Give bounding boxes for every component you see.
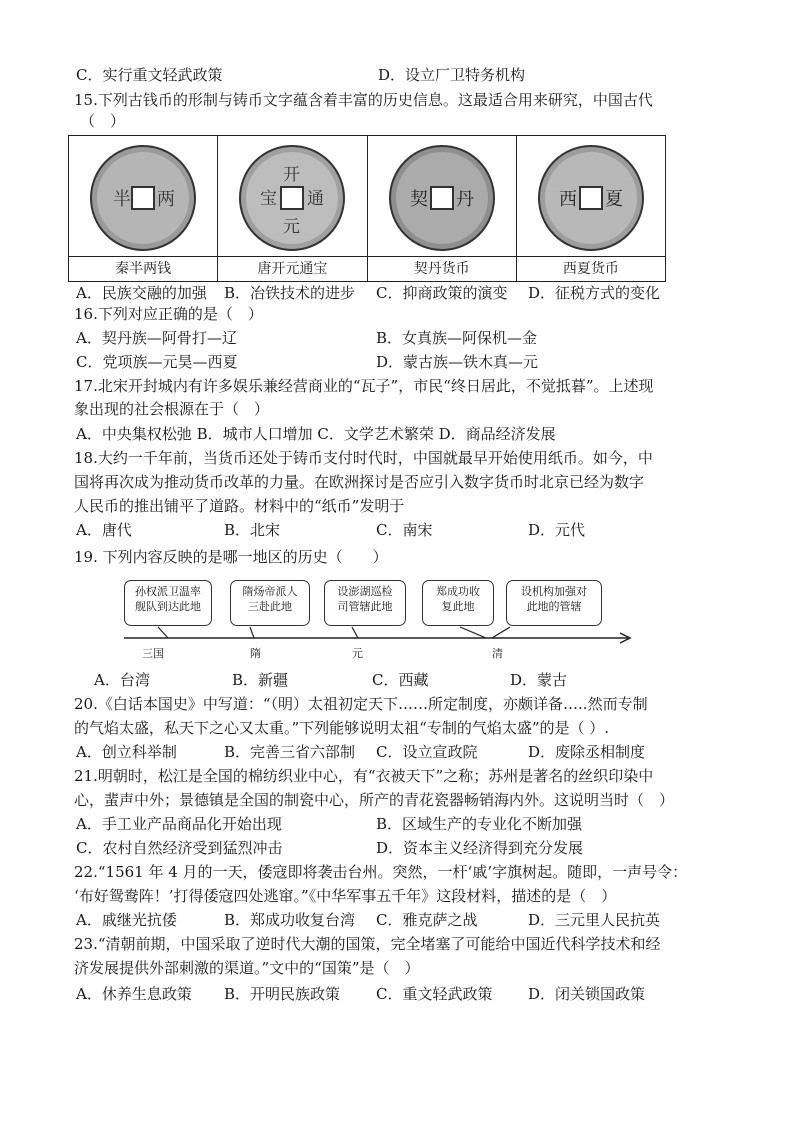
q14-option-c[interactable]: C．实行重文轻武政策 <box>76 66 223 84</box>
timeline-event-yuan <box>324 580 406 626</box>
q15-answer-paren: （ ） <box>80 112 126 130</box>
q22-stem-line2: ‘布好鸳鸯阵！’打得倭寇四处逃窜。”《中华军事五千年》这段材料，描述的是（ ） <box>74 887 617 905</box>
coin-caption: 契丹货币 <box>368 256 516 281</box>
q20-option-d[interactable]: D．废除丞相制度 <box>528 743 646 761</box>
timeline-event-text: 司管辖此地 <box>337 600 393 613</box>
timeline-event-sanguo <box>124 580 212 626</box>
coin-cell-khitan <box>368 136 517 281</box>
q22-option-d[interactable]: D．三元里人民抗英 <box>528 911 661 929</box>
coin-cell-xixia <box>517 136 665 281</box>
q23-stem-line2: 济发展提供外部刺激的渠道。”文中的“国策”是（ ） <box>74 959 420 977</box>
q20-stem-line2: 的气焰太盛，私天下之心又太重。”下列能够说明太祖“专制的气焰太盛”的是（ ）. <box>74 719 610 737</box>
q18-stem-line3: 人民币的推出铺平了道路。材料中的“纸币”发明于 <box>74 497 405 515</box>
coin-char: 夏 <box>604 189 623 210</box>
timeline-event-text: 舰队到达此地 <box>135 600 201 613</box>
q19-option-d[interactable]: D．蒙古 <box>510 671 568 689</box>
timeline-event-sui <box>230 580 310 626</box>
q21-option-b[interactable]: B．区域生产的专业化不断加强 <box>376 815 583 833</box>
q18-stem-line2: 国将再次成为推动货币改革的力量。在欧洲探讨是否应引入数字货币时北京已经为数字 <box>74 473 645 491</box>
q17-stem-line2: 象出现的社会根源在于（ ） <box>74 400 270 418</box>
q16-option-b[interactable]: B．女真族—阿保机—金 <box>376 329 538 347</box>
timeline-event-text: 设机构加强对 <box>521 585 587 598</box>
q16-option-c[interactable]: C．党项族—元昊—西夏 <box>76 353 238 371</box>
timeline-era-label: 清 <box>492 647 503 660</box>
timeline-era-label: 隋 <box>250 647 261 660</box>
coin-char: 开 <box>283 165 301 185</box>
q18-option-a[interactable]: A．唐代 <box>76 521 132 539</box>
timeline-event-text: 此地的管辖 <box>526 600 582 613</box>
coin-caption: 西夏货币 <box>517 256 665 281</box>
q22-option-a[interactable]: A．戚继光抗倭 <box>76 911 177 929</box>
qin-banliang-coin-image <box>87 142 199 254</box>
q19-option-a[interactable]: A．台湾 <box>94 671 150 689</box>
q20-stem-line1: 20.《白话本国史》中写道：“（明）太祖初定天下……所定制度，亦颇详备…..然而专制 <box>74 695 648 713</box>
q21-option-d[interactable]: D．资本主义经济得到充分发展 <box>376 839 584 857</box>
coin-caption: 秦半两钱 <box>69 256 217 281</box>
q18-option-d[interactable]: D．元代 <box>528 521 586 539</box>
q22-option-c[interactable]: C．雅克萨之战 <box>376 911 478 929</box>
q21-option-c[interactable]: C．农村自然经济受到猛烈冲击 <box>76 839 283 857</box>
xixia-coin-image <box>535 142 647 254</box>
q21-option-a[interactable]: A．手工业产品商品化开始出现 <box>76 815 282 833</box>
q21-stem-line1: 21.明朝时，松江是全国的棉纺织业中心，有“衣被天下”之称；苏州是著名的丝织印染中 <box>74 767 654 785</box>
q23-stem-line1: 23.“清朝前期，中国采取了逆时代大潮的国策，完全堵塞了可能给中国近代科学技术和经 <box>74 935 661 953</box>
timeline-event-text: 三赴此地 <box>248 600 292 613</box>
q22-option-b[interactable]: B．郑成功收复台湾 <box>224 911 356 929</box>
q17-options[interactable]: A．中央集权松弛 B．城市人口增加 C．文学艺术繁荣 D．商品经济发展 <box>76 425 556 443</box>
q20-option-a[interactable]: A．创立科举制 <box>76 743 177 761</box>
timeline-event-qing-admin <box>506 580 602 626</box>
q15-option-c[interactable]: C．抑商政策的演变 <box>376 284 508 302</box>
timeline-event-text: 设澎湖巡检 <box>337 585 393 598</box>
q23-option-c[interactable]: C．重文轻武政策 <box>376 985 493 1003</box>
coin-char: 半 <box>113 189 132 210</box>
q15-option-d[interactable]: D．征税方式的变化 <box>528 284 661 302</box>
q15-stem: 15.下列古钱币的形制与铸币文字蕴含着丰富的历史信息。这最适合用来研究，中国古代 <box>74 91 653 109</box>
coin-char: 元 <box>283 217 301 237</box>
q19-stem: 19. 下列内容反映的是哪一地区的历史（ ） <box>74 548 388 566</box>
timeline-event-text: 复此地 <box>441 600 475 613</box>
q22-stem-line1: 22.“1561 年 4 月的一天，倭寇即将袭击台州。突然，一杆‘戚’字旗树起。随即，一声号令： <box>74 863 688 881</box>
q15-option-b[interactable]: B．冶铁技术的进步 <box>224 284 356 302</box>
coin-caption: 唐开元通宝 <box>218 256 366 281</box>
timeline-era-label: 元 <box>352 647 363 660</box>
coin-table <box>68 135 666 282</box>
q23-option-a[interactable]: A．休养生息政策 <box>76 985 192 1003</box>
coin-char: 宝 <box>260 189 278 209</box>
q18-stem-line1: 18.大约一千年前，当货币还处于铸币支付时代时，中国就最早开始使用纸币。如今，中 <box>74 449 653 467</box>
coin-cell-tang <box>218 136 367 281</box>
q15-option-a[interactable]: A．民族交融的加强 <box>76 284 207 302</box>
q20-option-c[interactable]: C．设立宣政院 <box>376 743 478 761</box>
timeline-event-text: 孙权派卫温率 <box>135 585 201 598</box>
timeline-era-label: 三国 <box>142 647 164 660</box>
q16-option-a[interactable]: A．契丹族—阿骨打—辽 <box>76 329 237 347</box>
q16-stem: 16.下列对应正确的是（ ） <box>74 305 263 323</box>
timeline-event-text: 郑成功收 <box>436 585 480 598</box>
q19-timeline <box>120 575 640 665</box>
coin-cell-qin <box>69 136 218 281</box>
q16-option-d[interactable]: D．蒙古族—铁木真—元 <box>376 353 539 371</box>
coin-char: 西 <box>558 189 577 210</box>
timeline-event-text: 隋炀帝派人 <box>242 585 298 598</box>
coin-char: 两 <box>157 189 176 210</box>
khitan-coin-image <box>386 142 498 254</box>
coin-char: 丹 <box>455 189 474 210</box>
q18-option-b[interactable]: B．北宋 <box>224 521 281 539</box>
q20-option-b[interactable]: B．完善三省六部制 <box>224 743 356 761</box>
q21-stem-line2: 心，蜚声中外；景德镇是全国的制瓷中心，所产的青花瓷器畅销海内外。这说明当时（ ） <box>74 791 675 809</box>
q14-option-d[interactable]: D．设立厂卫特务机构 <box>378 66 526 84</box>
q18-option-c[interactable]: C．南宋 <box>376 521 433 539</box>
q23-option-d[interactable]: D．闭关锁国政策 <box>528 985 646 1003</box>
coin-char: 契 <box>409 189 428 210</box>
tang-kaiyuan-coin-image <box>236 142 348 254</box>
q23-option-b[interactable]: B．开明民族政策 <box>224 985 341 1003</box>
q19-option-b[interactable]: B．新疆 <box>232 671 289 689</box>
coin-char: 通 <box>307 189 325 209</box>
q17-stem-line1: 17.北宋开封城内有许多娱乐兼经营商业的“瓦子”，市民“终日居此，不觉抵暮”。上述现 <box>74 377 654 395</box>
q19-option-c[interactable]: C．西藏 <box>372 671 429 689</box>
timeline-event-qing-zheng <box>422 580 494 626</box>
